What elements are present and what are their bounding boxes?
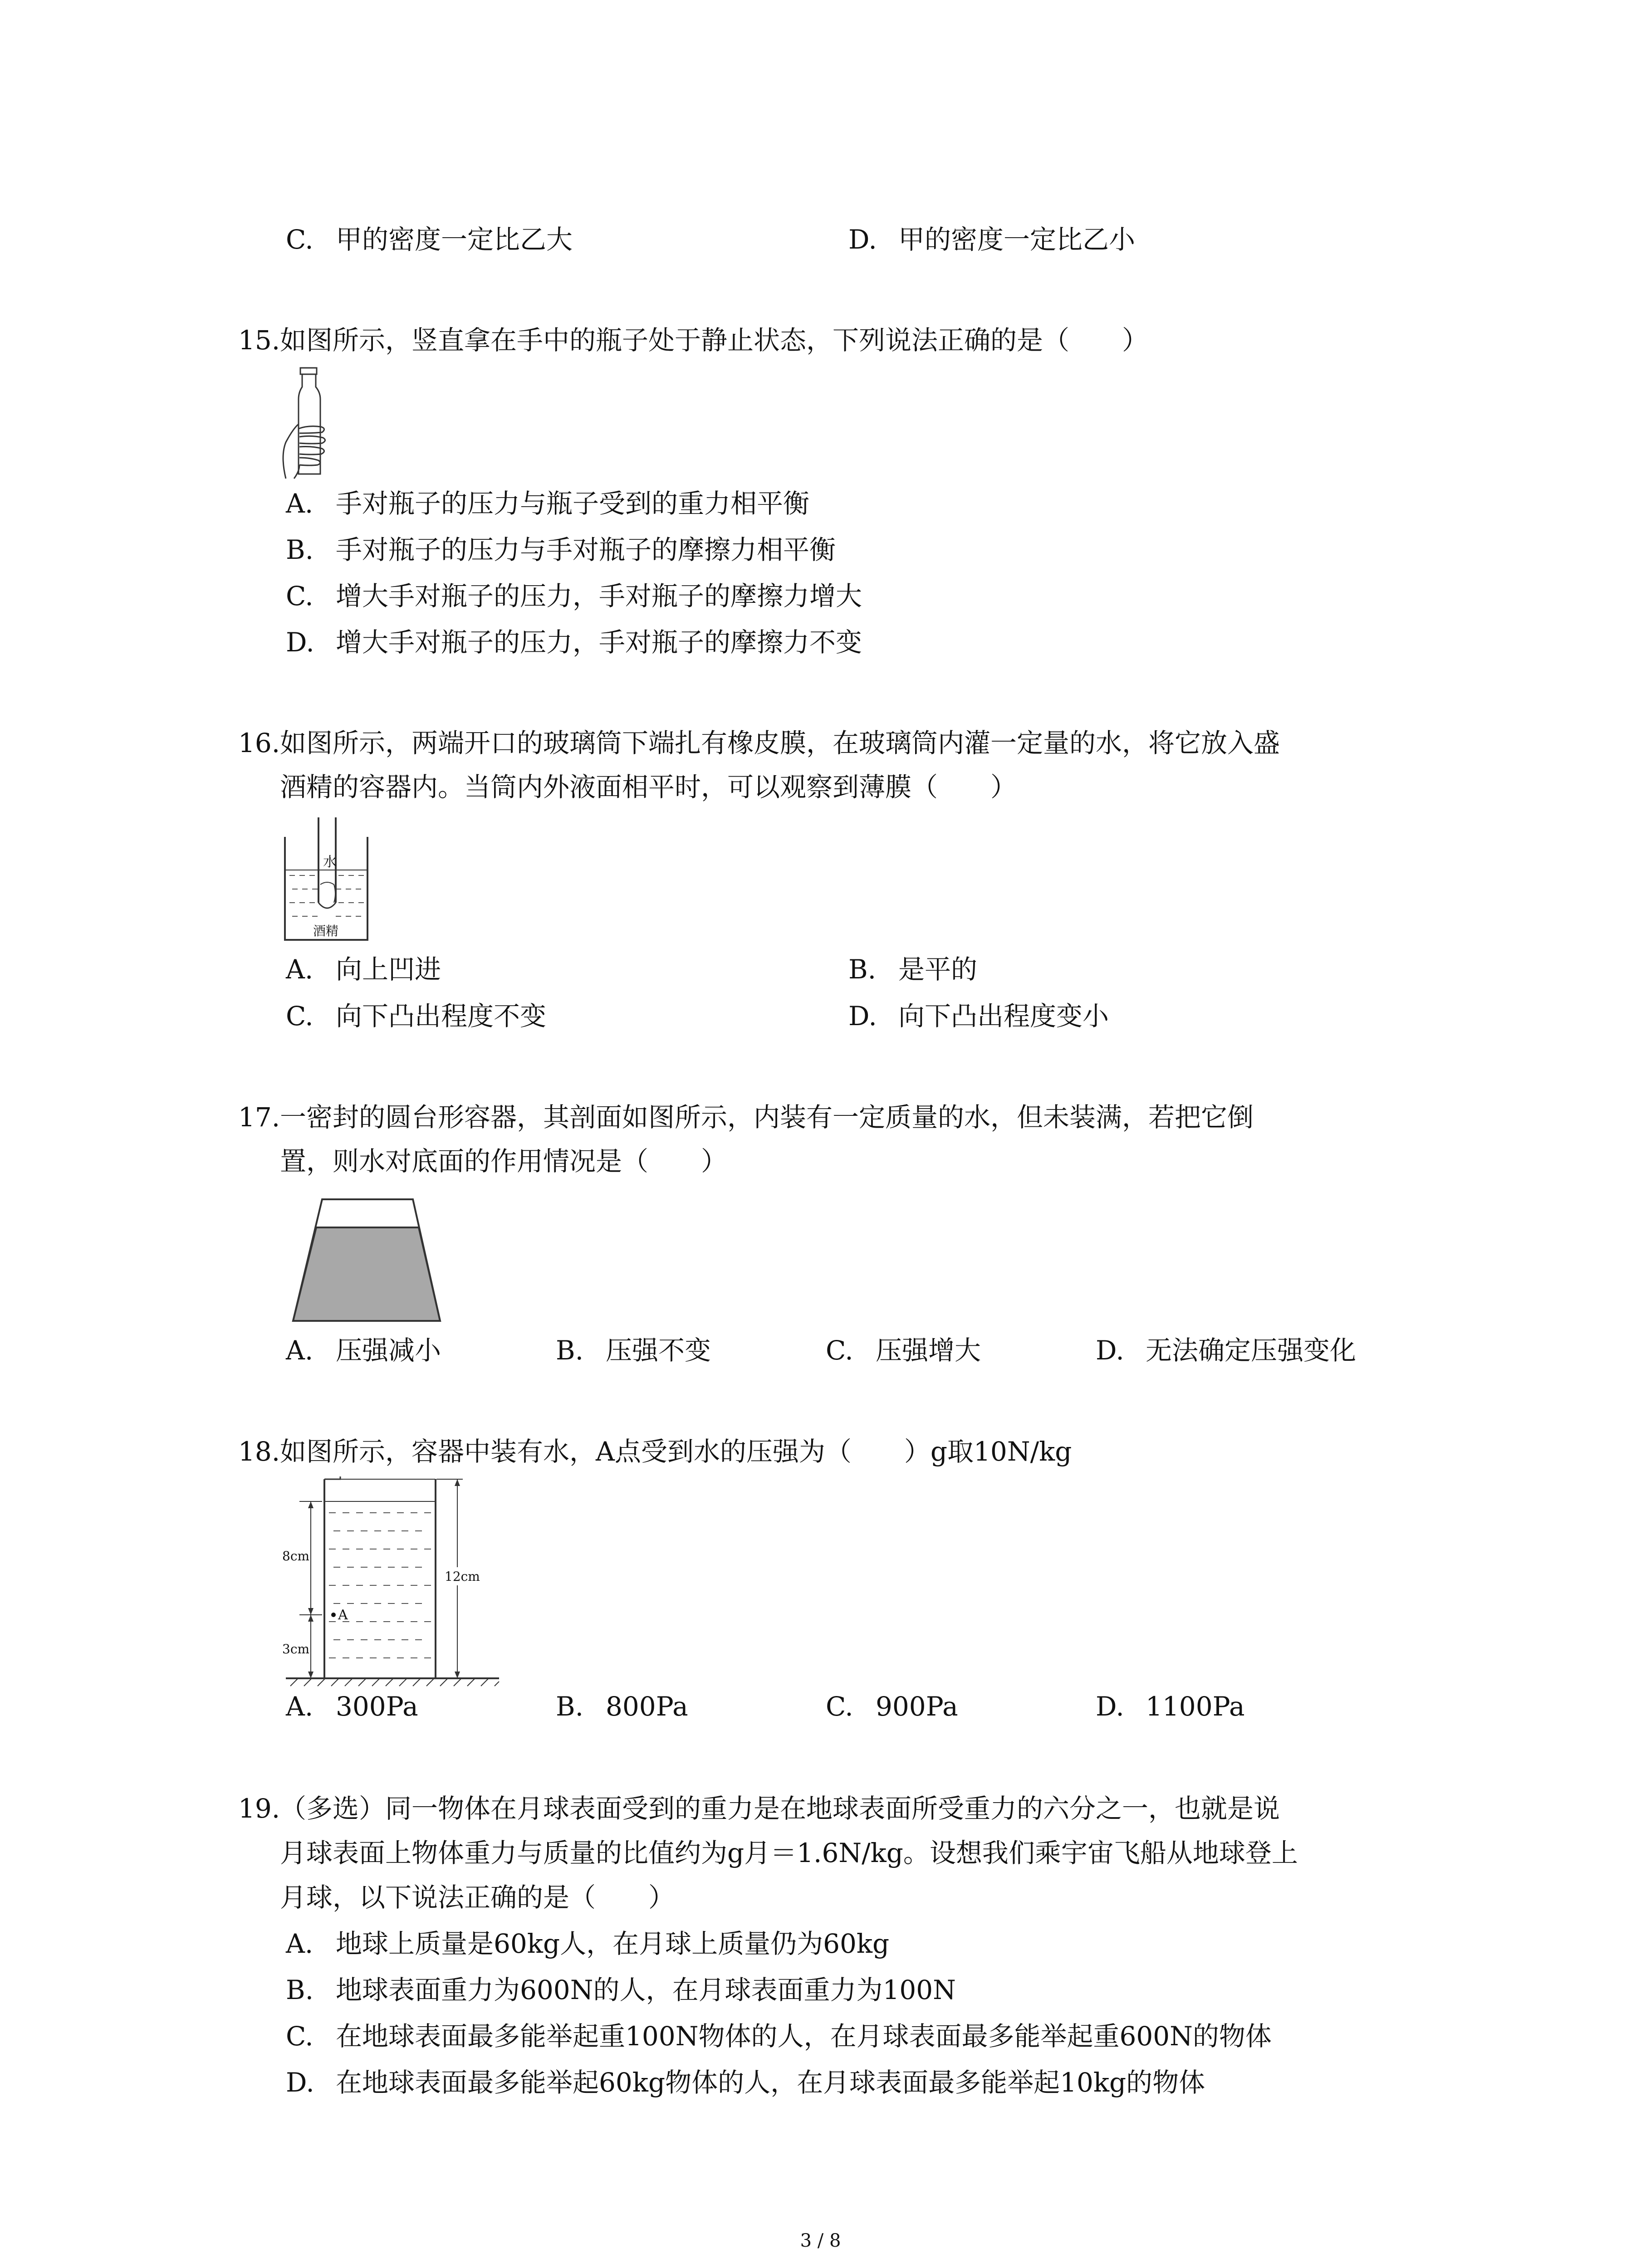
question-number: 16. xyxy=(238,728,280,758)
option-label: D. xyxy=(848,1001,877,1031)
q18-container-figure xyxy=(272,1476,508,1690)
q17-stem-line2: 置，则水对底面的作用情况是（ ） xyxy=(280,1146,728,1177)
q16-stem-line2: 酒精的容器内。当筒内外液面相平时，可以观察到薄膜（ ） xyxy=(280,772,1017,802)
option-label: D. xyxy=(1096,1691,1124,1722)
option-text: 地球上质量是60kg人，在月球上质量仍为60kg xyxy=(336,1928,890,1959)
water-label: 水 xyxy=(323,854,337,870)
q15-option-d xyxy=(286,624,862,660)
option-label: A. xyxy=(286,954,314,985)
question-number: 17. xyxy=(238,1102,280,1133)
question-text: 一密封的圆台形容器，其剖面如图所示，内装有一定质量的水，但未装满，若把它倒 xyxy=(280,1102,1254,1133)
option-text: 增大手对瓶子的压力，手对瓶子的摩擦力增大 xyxy=(336,581,862,611)
q17-option-b xyxy=(556,1332,711,1369)
q18-option-d xyxy=(1096,1688,1245,1725)
option-text: 地球表面重力为600N的人，在月球表面重力为100N xyxy=(336,1975,956,2005)
q15-bottle-figure xyxy=(272,365,354,481)
q17-frustum-figure xyxy=(290,1198,445,1325)
option-label: D. xyxy=(848,224,877,255)
option-label: B. xyxy=(556,1691,584,1722)
option-label: B. xyxy=(286,1975,314,2005)
option-text: 压强减小 xyxy=(336,1335,441,1366)
option-text: 向下凸出程度变小 xyxy=(898,1001,1109,1031)
q19-stem-line3: 月球，以下说法正确的是（ ） xyxy=(280,1882,675,1913)
option-text: 甲的密度一定比乙小 xyxy=(898,224,1136,255)
page-number: 3 / 8 xyxy=(800,2230,841,2251)
option-label: B. xyxy=(556,1335,584,1366)
option-text: 向下凸出程度不变 xyxy=(336,1001,547,1031)
option-label: B. xyxy=(286,534,314,565)
option-text: 900Pa xyxy=(876,1691,958,1722)
q14-option-d xyxy=(848,221,1135,258)
point-a-label: A xyxy=(338,1607,348,1623)
question-text: （多选）同一物体在月球表面受到的重力是在地球表面所受重力的六分之一，也就是说 xyxy=(280,1793,1280,1824)
option-label: C. xyxy=(826,1691,853,1722)
q16-tube-figure xyxy=(281,816,372,943)
q18-stem xyxy=(238,1433,1072,1470)
option-label: C. xyxy=(286,2021,314,2052)
option-label: D. xyxy=(1096,1335,1124,1366)
option-text: 1100Pa xyxy=(1146,1691,1245,1722)
option-label: A. xyxy=(286,1691,314,1722)
option-text: 在地球表面最多能举起重100N物体的人，在月球表面最多能举起重600N的物体 xyxy=(336,2021,1272,2052)
alcohol-label: 酒精 xyxy=(313,924,339,938)
option-label: B. xyxy=(848,954,877,985)
q18-option-c xyxy=(826,1688,958,1725)
option-text: 是平的 xyxy=(898,954,978,985)
q16-option-c xyxy=(286,998,546,1034)
q16-option-d xyxy=(848,998,1109,1034)
q19-option-b xyxy=(286,1972,956,2008)
option-label: C. xyxy=(826,1335,853,1366)
option-label: C. xyxy=(286,224,314,255)
option-label: D. xyxy=(286,627,314,658)
q15-stem xyxy=(238,322,1148,358)
q17-stem-line1 xyxy=(238,1099,1254,1135)
option-text: 在地球表面最多能举起60kg物体的人，在月球表面最多能举起10kg的物体 xyxy=(336,2067,1205,2098)
dim-3cm-label: 3cm xyxy=(282,1642,310,1657)
question-number: 19. xyxy=(238,1793,280,1824)
question-text: 如图所示，竖直拿在手中的瓶子处于静止状态，下列说法正确的是（ ） xyxy=(280,325,1149,356)
option-text: 压强不变 xyxy=(606,1335,711,1366)
q19-option-a xyxy=(286,1926,889,1962)
question-text: 如图所示，容器中装有水，A点受到水的压强为（ ）g取10N/kg xyxy=(280,1436,1072,1467)
option-text: 甲的密度一定比乙大 xyxy=(336,224,573,255)
dim-12cm-label: 12cm xyxy=(445,1569,480,1584)
q15-option-b xyxy=(286,532,836,568)
question-number: 15. xyxy=(238,325,280,356)
question-text: 如图所示，两端开口的玻璃筒下端扎有橡皮膜，在玻璃筒内灌一定量的水，将它放入盛 xyxy=(280,728,1280,758)
option-label: A. xyxy=(286,1928,314,1959)
option-label: D. xyxy=(286,2067,314,2098)
q19-stem-line1 xyxy=(238,1790,1280,1827)
question-number: 18. xyxy=(238,1436,280,1467)
option-text: 手对瓶子的压力与手对瓶子的摩擦力相平衡 xyxy=(336,534,836,565)
option-text: 300Pa xyxy=(336,1691,418,1722)
q19-stem-line2: 月球表面上物体重力与质量的比值约为g月＝1.6N/kg。设想我们乘宇宙飞船从地球登上 xyxy=(280,1838,1298,1868)
q15-option-a xyxy=(286,485,809,522)
q17-option-a xyxy=(286,1332,441,1369)
option-text: 增大手对瓶子的压力，手对瓶子的摩擦力不变 xyxy=(336,627,862,658)
q16-stem-line1 xyxy=(238,725,1280,761)
option-text: 800Pa xyxy=(606,1691,688,1722)
option-text: 压强增大 xyxy=(876,1335,981,1366)
option-label: C. xyxy=(286,1001,314,1031)
option-text: 手对瓶子的压力与瓶子受到的重力相平衡 xyxy=(336,488,810,519)
option-label: A. xyxy=(286,1335,314,1366)
q15-option-c xyxy=(286,578,862,614)
option-text: 无法确定压强变化 xyxy=(1146,1335,1357,1366)
option-label: A. xyxy=(286,488,314,519)
option-label: C. xyxy=(286,581,314,611)
q17-option-c xyxy=(826,1332,981,1369)
q16-option-b xyxy=(848,951,977,987)
dim-8cm-label: 8cm xyxy=(282,1549,310,1564)
q18-option-b xyxy=(556,1688,688,1725)
q16-option-a xyxy=(286,951,441,987)
q17-option-d xyxy=(1096,1332,1356,1369)
q18-option-a xyxy=(286,1688,418,1725)
q19-option-d xyxy=(286,2064,1205,2101)
q19-option-c xyxy=(286,2018,1272,2054)
q14-option-c xyxy=(286,221,573,258)
option-text: 向上凹进 xyxy=(336,954,441,985)
